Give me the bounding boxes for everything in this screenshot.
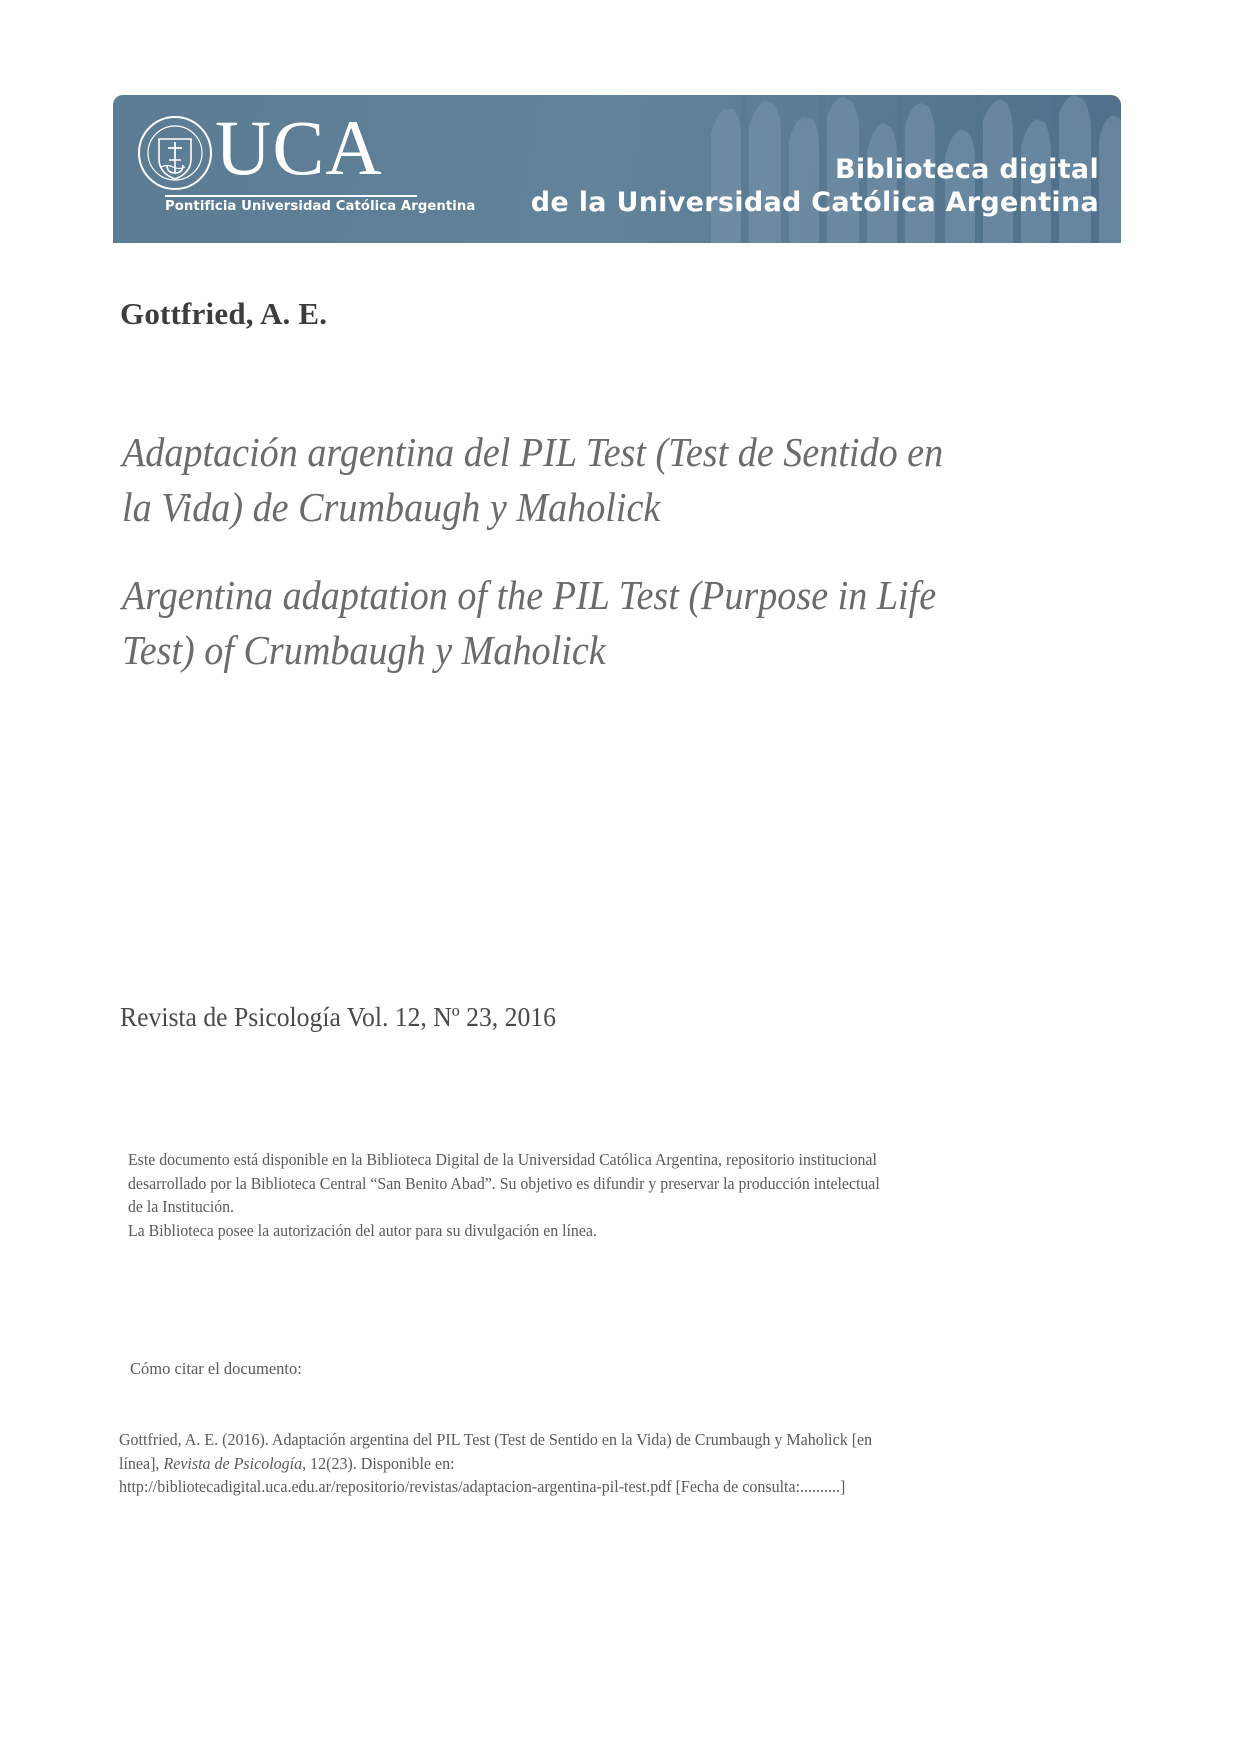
uca-wordmark: UCA [215,104,383,191]
logo-subtitle: Pontificia Universidad Católica Argentina [165,199,476,214]
uca-logo [137,104,476,221]
uca-seal-icon [137,115,213,191]
citation-heading: Cómo citar el documento: [130,1359,302,1378]
logo-divider [165,195,417,197]
author-name: Gottfried, A. E. [120,296,328,331]
journal-reference: Revista de Psicología Vol. 12, Nº 23, 2016 [120,1002,556,1032]
citation-journal-title: Revista de Psicología [163,1453,303,1473]
availability-disclaimer [128,1148,997,1242]
disclaimer-line-2: desarrollado por la Biblioteca Central “San Benito Abad”. Su objetivo es difundir y preservar la producción intelectual [128,1173,880,1193]
citation-line-1: Gottfried, A. E. (2016). Adaptación argentina del PIL Test (Test de Sentido en la Vida) de Crumbaugh y Maholick [en [119,1430,873,1449]
disclaimer-line-3: de la Institución. [128,1197,235,1216]
citation-block [119,1428,1011,1499]
banner-title-line1: Biblioteca digital [834,154,1099,185]
banner-title-line2: de la Universidad Católica Argentina [530,187,1099,218]
header-banner [113,95,1121,243]
disclaimer-line-1: Este documento está disponible en la Biblioteca Digital de la Universidad Católica Argentina, repositorio institucional [128,1150,877,1169]
banner-title [531,153,1099,220]
citation-line2-prefix: línea], [119,1453,164,1473]
disclaimer-line-4: La Biblioteca posee la autorización del autor para su divulgación en línea. [128,1220,597,1240]
citation-line2-suffix: , 12(23). Disponible en: [302,1453,455,1473]
citation-line-2 [119,1452,1011,1476]
document-title-spanish: Adaptación argentina del PIL Test (Test de Sentido en la Vida) de Crumbaugh y Maholick [122,429,944,530]
citation-url-line: http://bibliotecadigital.uca.edu.ar/repositorio/revistas/adaptacion-argentina-pil-test.pdf [Fecha de consulta:..........] [119,1477,846,1496]
document-title-english: Argentina adaptation of the PIL Test (Purpose in Life Test) of Crumbaugh y Maholick [122,572,937,673]
